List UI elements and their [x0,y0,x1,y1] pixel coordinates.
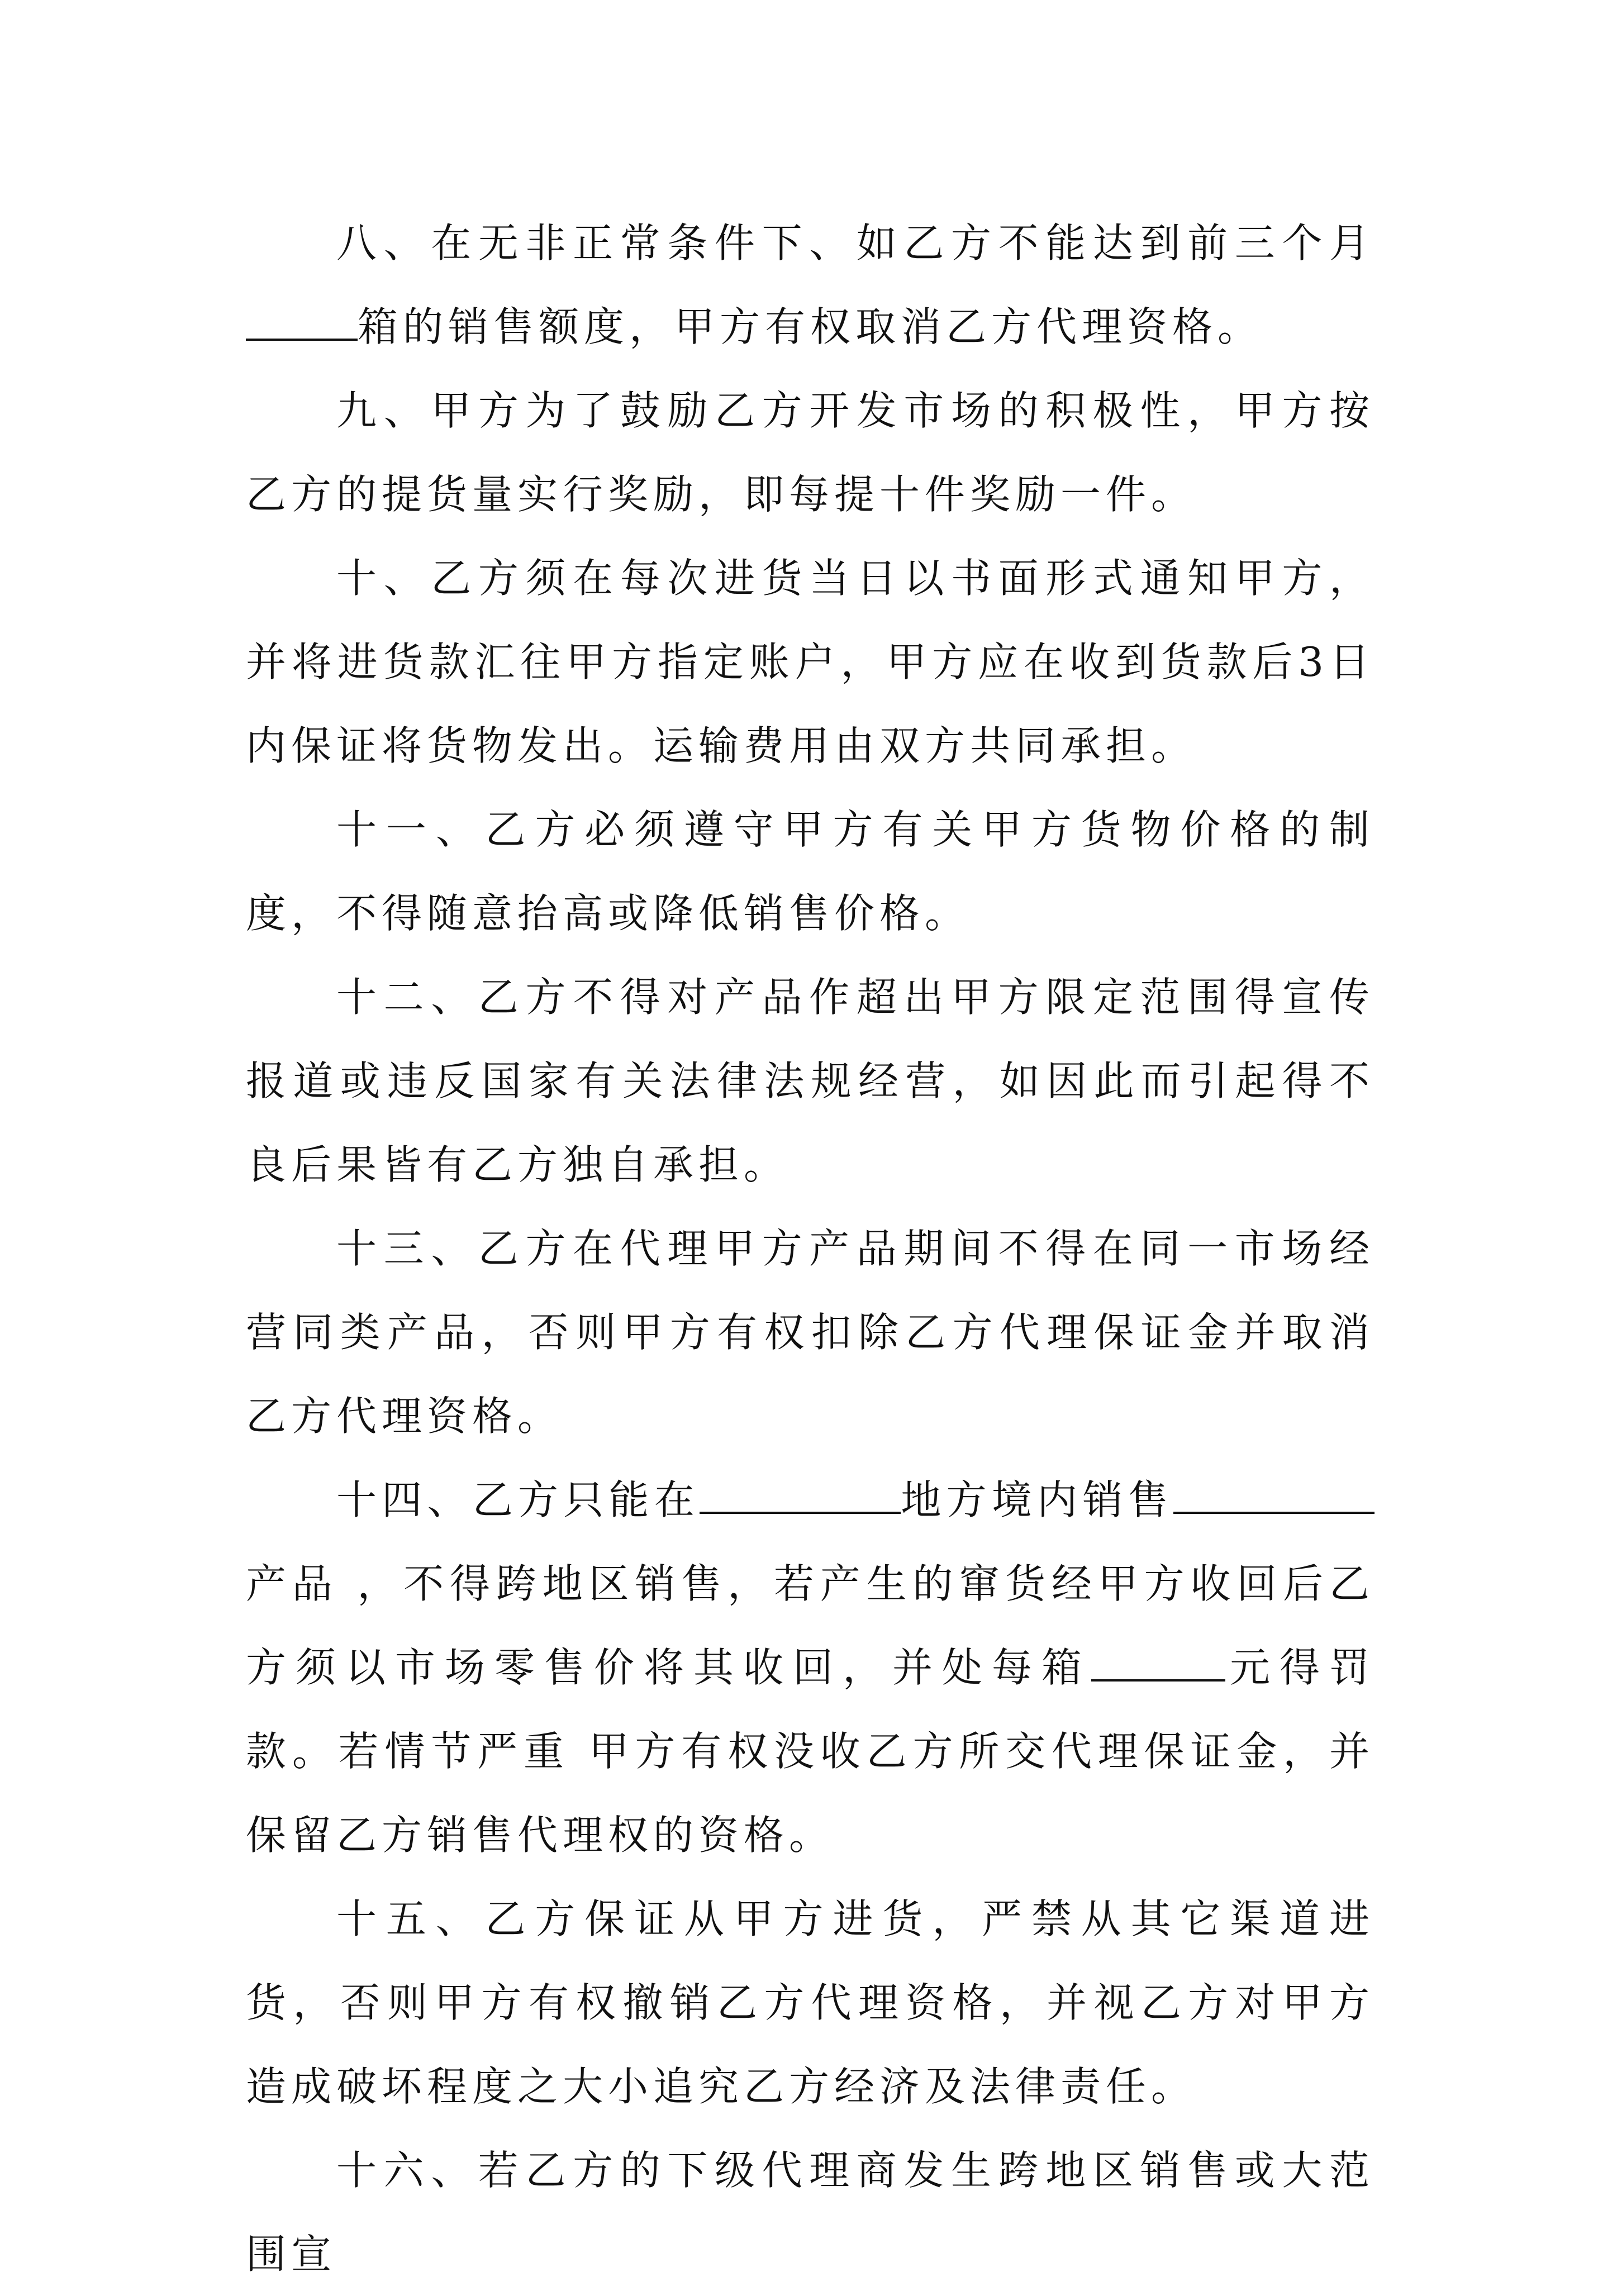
clause-14-text-1: 十四、乙方只能在 [336,1476,700,1523]
clause-14-text-3: 产品 ，不得跨地区销售，若产生的窜货经甲方收回后乙方须以市场零售价将其收回，并处每箱 [246,1560,1375,1691]
clause-16: 十六、若乙方的下级代理商发生跨地区销售或大范围宣 [246,2147,1375,2278]
clause-15: 十五、乙方保证从甲方进货，严禁从其它渠道进货，否则甲方有权撤销乙方代理资格，并视乙方对甲方造成破坏程度之大小追究乙方经济及法律责任。 [246,1895,1375,2110]
document-body [246,201,1375,2296]
clause-11: 十一、乙方必须遵守甲方有关甲方货物价格的制度，不得随意抬高或降低销售价格。 [246,806,1375,937]
clause-14-text-2: 地方境内销售 [901,1476,1173,1523]
clause-12: 十二、乙方不得对产品作超出甲方限定范围得宣传报道或违反国家有关法律法规经营，如因此而引起得不良后果皆有乙方独自承担。 [246,974,1375,1188]
blank-line [1091,1646,1225,1681]
clause-9: 九、甲方为了鼓励乙方开发市场的积极性，甲方按乙方的提货量实行奖励，即每提十件奖励一件。 [246,387,1375,518]
clause-8-text-1: 八、在无非正常条件下、如乙方不能达到前三个月 [336,220,1375,266]
clause-10: 十、乙方须在每次进货当日以书面形式通知甲方，并将进货款汇往甲方指定账户，甲方应在收到货款后3日内保证将货物发出。运输费用由双方共同承担。 [246,555,1375,769]
clause-14-text-4: 元得罚款。若情节严重 甲方有权没收乙方所交代理保证金，并保留乙方销售代理权的资格。 [246,1644,1375,1859]
clause-14 [246,1458,1375,1877]
clause-13: 十三、乙方在代理甲方产品期间不得在同一市场经营同类产品，否则甲方有权扣除乙方代理保证金并取消乙方代理资格。 [246,1225,1375,1440]
blank-line [246,305,358,341]
blank-line [700,1478,901,1514]
clause-8-text-2: 箱的销售额度，甲方有权取消乙方代理资格。 [358,303,1263,350]
clause-8 [246,201,1375,369]
blank-line [1173,1478,1375,1514]
